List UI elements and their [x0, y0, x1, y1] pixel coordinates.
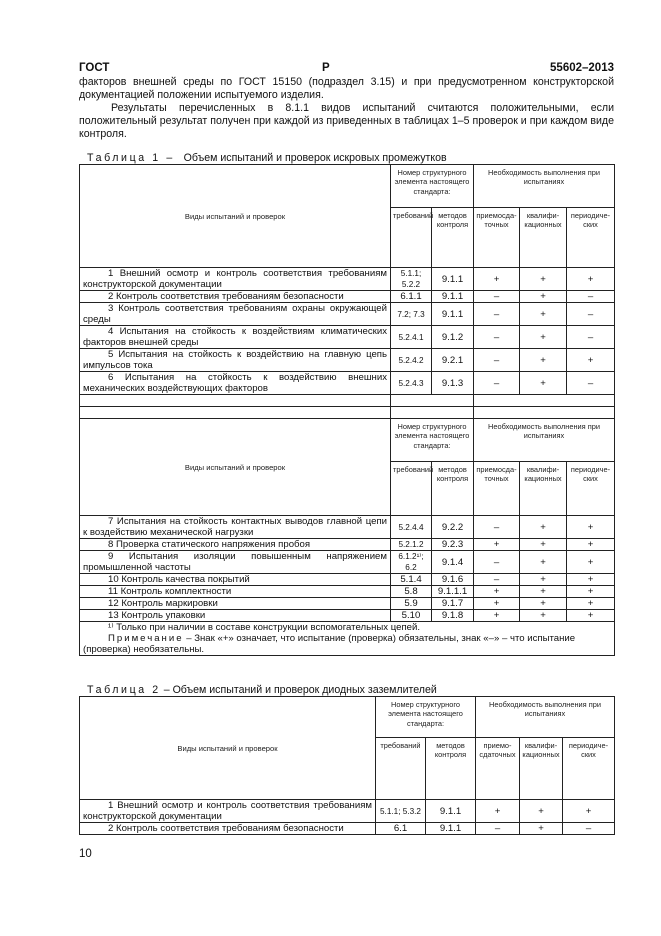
row-accept: + [474, 539, 520, 551]
row-name: 4 Испытания на стойкость к воздействиям климатических факторов внешней среды [80, 326, 391, 349]
row-method: 9.2.2 [432, 516, 474, 539]
row-method: 9.1.4 [432, 551, 474, 574]
row-req: 5.2.1.2 [391, 539, 432, 551]
table2 [79, 696, 615, 835]
table1-header-accept-repeat: приемосдаточных [474, 462, 520, 516]
row-accept: – [474, 372, 520, 395]
row-accept: – [474, 349, 520, 372]
table2-header-kind: Виды испытаний и проверок [80, 697, 376, 800]
table1-header-kind-repeat: Виды испытаний и проверок [80, 419, 391, 516]
table2-caption-label: Таблица 2 [87, 684, 161, 696]
row-req: 5.2.4.4 [391, 516, 432, 539]
row-method: 9.1.8 [432, 610, 474, 622]
row-method: 9.1.7 [432, 598, 474, 610]
table2-caption [87, 684, 437, 696]
row-accept: + [476, 800, 520, 823]
table2-header-number: Номер структурного элемента настоящего стандарта: [376, 697, 476, 738]
header-number: 55602–2013 [550, 62, 614, 74]
row-qual: + [520, 326, 567, 349]
row-period: – [563, 823, 615, 835]
row-period: – [567, 326, 615, 349]
row-accept: – [474, 291, 520, 303]
row-req: 5.2.4.2 [391, 349, 432, 372]
row-name: 5 Испытания на стойкость к воздействию на главную цепь импульсов тока [80, 349, 391, 372]
row-name: 6 Испытания на стойкость к воздействию внешних механических воздействующих факторов [80, 372, 391, 395]
row-qual: + [520, 372, 567, 395]
row-period: + [567, 516, 615, 539]
row-qual: + [520, 291, 567, 303]
row-method: 9.1.1 [432, 303, 474, 326]
header-standard: ГОСТ [79, 62, 110, 74]
table1.rows2-row [80, 539, 615, 551]
row-req: 5.9 [391, 598, 432, 610]
row-qual: + [520, 823, 563, 835]
table1-header-kind: Виды испытаний и проверок [80, 165, 391, 268]
row-method: 9.1.6 [432, 574, 474, 586]
row-qual: + [520, 598, 567, 610]
table1.rows1-row [80, 349, 615, 372]
table1-note-label: Примечание [108, 633, 184, 644]
table1-header-qual-repeat: квалификационных [520, 462, 567, 516]
table1-body-2 [80, 516, 615, 622]
row-method: 9.2.3 [432, 539, 474, 551]
table1-caption-title: Объем испытаний и проверок искровых промежутков [183, 152, 447, 164]
row-method: 9.2.1 [432, 349, 474, 372]
table1-header-req: требований [391, 208, 432, 268]
row-req: 5.1.1; 5.2.2 [391, 268, 432, 291]
row-name: 1 Внешний осмотр и контроль соответствия требованиям конструкторской документации [80, 268, 391, 291]
table1-gap-cell [474, 395, 615, 407]
row-qual: + [520, 349, 567, 372]
row-period: + [567, 574, 615, 586]
row-name: 2 Контроль соответствия требованиям безопасности [80, 291, 391, 303]
table2-header-qual: квалификационных [520, 738, 563, 800]
table1-caption [87, 152, 447, 164]
row-method: 9.1.1 [426, 823, 476, 835]
table1-header-qual: квалификационных [520, 208, 567, 268]
table2-header-methods: методов контроля [426, 738, 476, 800]
table1-header-period-repeat: периодических [567, 462, 615, 516]
table1-gap-cell [391, 395, 474, 407]
row-accept: – [474, 326, 520, 349]
row-period: + [567, 598, 615, 610]
table1-body-1 [80, 268, 615, 395]
table1-header-need: Необходимость выполнения при испытаниях [474, 165, 615, 208]
row-qual: + [520, 516, 567, 539]
row-req: 5.1.1; 5.3.2 [376, 800, 426, 823]
row-period: + [567, 610, 615, 622]
table2-header-accept: приемосдаточных [476, 738, 520, 800]
table2-header-need: Необходимость выполнения при испытаниях [476, 697, 615, 738]
row-qual: + [520, 303, 567, 326]
row-req: 5.2.4.3 [391, 372, 432, 395]
table1.rows2-row [80, 598, 615, 610]
row-qual: + [520, 539, 567, 551]
row-accept: + [474, 268, 520, 291]
row-qual: + [520, 800, 563, 823]
row-req: 5.8 [391, 586, 432, 598]
table1-notes [80, 622, 615, 656]
table1-footnote: ¹⁾ Только при наличии в составе конструкции вспомогательных цепей. [108, 622, 421, 633]
page-number: 10 [79, 848, 92, 860]
row-period: + [567, 586, 615, 598]
row-name: 13 Контроль упаковки [80, 610, 391, 622]
row-method: 9.1.1 [432, 291, 474, 303]
row-name: 10 Контроль качества покрытий [80, 574, 391, 586]
table1-header-number-repeat: Номер структурного элемента настоящего стандарта: [391, 419, 474, 462]
table2-body [80, 800, 615, 835]
row-name: 3 Контроль соответствия требованиям охраны окружающей среды [80, 303, 391, 326]
table1-header-need-repeat: Необходимость выполнения при испытаниях [474, 419, 615, 462]
intro-paragraph-2: Результаты перечисленных в 8.1.1 видов испытаний считаются положительными, если положительный результат получен при каждой из приведенных в таблицах 1–5 проверок и при каждом виде контроля. [79, 102, 614, 141]
table1-header-number: Номер структурного элемента настоящего стандарта: [391, 165, 474, 208]
table1-header-methods-repeat: методов контроля [432, 462, 474, 516]
table1-gap-cell [80, 395, 391, 407]
table1-note-text: – Знак «+» означает, что испытание (проверка) обязательны, знак «–» – что испытание (проверка) необязательны. [83, 633, 576, 655]
row-qual: + [520, 610, 567, 622]
table1.rows1-row [80, 268, 615, 291]
row-accept: – [476, 823, 520, 835]
table1.rows1-row [80, 291, 615, 303]
row-qual: + [520, 586, 567, 598]
row-name: 12 Контроль маркировки [80, 598, 391, 610]
row-qual: + [520, 574, 567, 586]
table1.rows2-row [80, 551, 615, 574]
row-qual: + [520, 551, 567, 574]
row-period: – [567, 291, 615, 303]
header-letter: Р [322, 62, 330, 74]
table1-caption-label: Таблица 1 – [87, 152, 175, 164]
row-method: 9.1.1.1 [432, 586, 474, 598]
table1.rows2-row [80, 586, 615, 598]
row-req: 5.2.4.1 [391, 326, 432, 349]
row-method: 9.1.2 [432, 326, 474, 349]
row-period: + [563, 800, 615, 823]
row-name: 7 Испытания на стойкость контактных выводов главной цепи к воздействию механической нагрузки [80, 516, 391, 539]
row-period: + [567, 539, 615, 551]
table1.rows1-row [80, 303, 615, 326]
row-req: 6.1.2¹⁾; 6.2 [391, 551, 432, 574]
row-req: 5.10 [391, 610, 432, 622]
row-period: + [567, 268, 615, 291]
row-period: – [567, 372, 615, 395]
row-method: 9.1.3 [432, 372, 474, 395]
row-name: 2 Контроль соответствия требованиям безопасности [80, 823, 376, 835]
row-req: 6.1.1 [391, 291, 432, 303]
table1.rows2-row [80, 574, 615, 586]
row-accept: + [474, 586, 520, 598]
table1-header-accept: приемосдаточных [474, 208, 520, 268]
row-period: + [567, 349, 615, 372]
row-qual: + [520, 268, 567, 291]
row-req: 6.1 [376, 823, 426, 835]
table1-note [83, 633, 611, 655]
row-accept: – [474, 574, 520, 586]
table2.rows-row [80, 823, 615, 835]
intro-paragraph-1: факторов внешней среды по ГОСТ 15150 (подраздел 3.15) и при предусмотренном конструкторской документацией положении испытуемого изделия. [79, 76, 614, 102]
table1.rows1-row [80, 326, 615, 349]
table1.rows1-row [80, 372, 615, 395]
row-accept: – [474, 516, 520, 539]
table2.rows-row [80, 800, 615, 823]
row-period: – [567, 303, 615, 326]
table1-gap-cell [391, 407, 474, 419]
row-period: + [567, 551, 615, 574]
table1-gap-cell [474, 407, 615, 419]
table1.rows2-row [80, 516, 615, 539]
row-method: 9.1.1 [426, 800, 476, 823]
row-name: 11 Контроль комплектности [80, 586, 391, 598]
row-accept: – [474, 303, 520, 326]
row-method: 9.1.1 [432, 268, 474, 291]
row-name: 9 Испытания изоляции повышенным напряжением промышленной частоты [80, 551, 391, 574]
table1-header-methods: методов контроля [432, 208, 474, 268]
row-accept: + [474, 598, 520, 610]
row-name: 1 Внешний осмотр и контроль соответствия требованиям конструкторской документации [80, 800, 376, 823]
table2-header-period: периодических [563, 738, 615, 800]
table1-header-req-repeat: требований [391, 462, 432, 516]
table2-caption-title: – Объем испытаний и проверок диодных заземлителей [163, 684, 437, 696]
table1 [79, 164, 615, 656]
row-accept: + [474, 610, 520, 622]
table1.rows2-row [80, 610, 615, 622]
row-req: 5.1.4 [391, 574, 432, 586]
table2-header-req: требований [376, 738, 426, 800]
row-name: 8 Проверка статического напряжения пробоя [80, 539, 391, 551]
row-req: 7.2; 7.3 [391, 303, 432, 326]
table1-gap-cell [80, 407, 391, 419]
row-accept: – [474, 551, 520, 574]
table1-header-period: периодических [567, 208, 615, 268]
